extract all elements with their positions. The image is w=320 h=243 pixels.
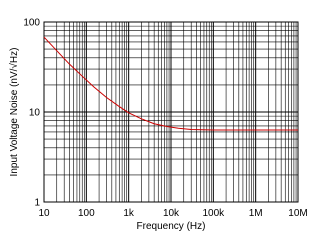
y-tick-label: 100 — [23, 17, 40, 29]
x-tick-label: 100k — [202, 208, 225, 219]
y-tick-labels — [23, 18, 40, 209]
x-tick-labels — [38, 208, 307, 219]
y-axis-title: Input Voltage Noise (nV/√Hz) — [9, 47, 20, 177]
grid — [44, 22, 298, 202]
x-tick-label: 10 — [38, 208, 50, 219]
x-axis-title: Frequency (Hz) — [136, 221, 206, 232]
y-tick-label: 10 — [28, 107, 40, 119]
x-tick-label: 10k — [162, 208, 180, 219]
y-tick-label: 1 — [34, 197, 40, 209]
x-tick-label: 10M — [288, 208, 308, 219]
x-tick-label: 1k — [123, 208, 134, 219]
x-tick-label: 100 — [77, 208, 95, 219]
x-tick-label: 1M — [248, 208, 263, 219]
